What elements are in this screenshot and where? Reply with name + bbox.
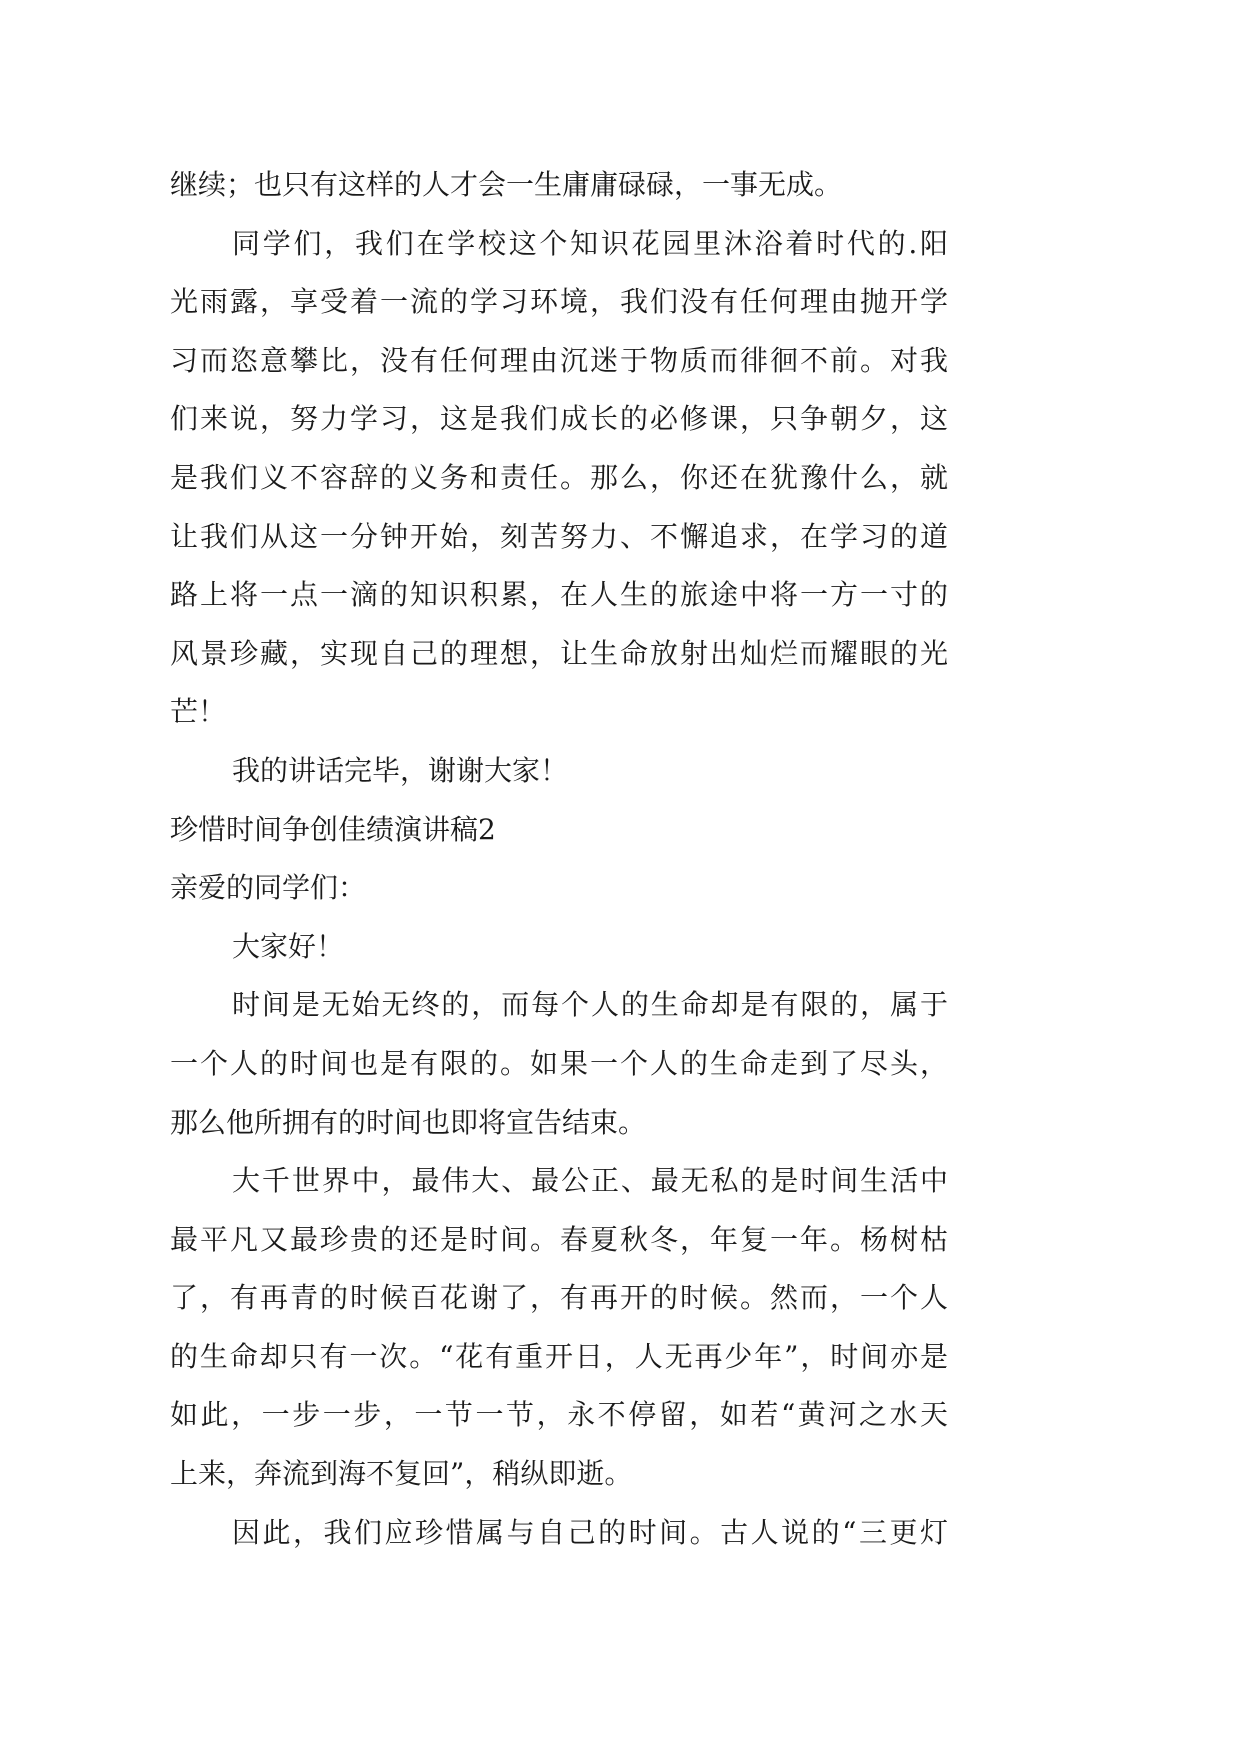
text-line: 如此，一步一步，一节一节，永不停留，如若“黄河之水天 (170, 1398, 948, 1432)
text-line: 们来说，努力学习，这是我们成长的必修课，只争朝夕，这 (170, 402, 948, 436)
paragraph-first-line: 时间是无始无终的，而每个人的生命却是有限的，属于 (232, 988, 948, 1022)
text-line: 上来，奔流到海不复回”，稍纵即逝。 (170, 1457, 633, 1491)
salutation: 亲爱的同学们： (170, 871, 367, 905)
text-line: 习而恣意攀比，没有任何理由沉迷于物质而徘徊不前。对我 (170, 343, 948, 377)
document-body (170, 156, 948, 1562)
text-line: 是我们义不容辞的义务和责任。那么，你还在犹豫什么，就 (170, 460, 948, 494)
text-line: 那么他所拥有的时间也即将宣告结束。 (170, 1105, 647, 1139)
text-line: 路上将一点一滴的知识积累，在人生的旅途中将一方一寸的 (170, 578, 948, 612)
text-line: 一个人的时间也是有限的。如果一个人的生命走到了尽头， (170, 1046, 948, 1080)
document-heading: 珍惜时间争创佳绩演讲稿2 (170, 812, 496, 846)
paragraph-first-line: 因此，我们应珍惜属与自己的时间。古人说的“三更灯 (232, 1515, 948, 1549)
text-line: 芒！ (170, 695, 227, 729)
text-line: 的生命却只有一次。“花有重开日，人无再少年”，时间亦是 (170, 1339, 948, 1373)
paragraph-first-line: 同学们，我们在学校这个知识花园里沐浴着时代的.阳 (232, 226, 948, 260)
text-line: 了，有再青的时候百花谢了，有再开的时候。然而，一个人 (170, 1281, 948, 1315)
text-line: 光雨露，享受着一流的学习环境，我们没有任何理由抛开学 (170, 285, 948, 319)
text-line: 继续；也只有这样的人才会一生庸庸碌碌，一事无成。 (170, 168, 843, 201)
text-line: 风景珍藏，实现自己的理想，让生命放射出灿烂而耀眼的光 (170, 636, 948, 670)
closing-remark: 我的讲话完毕，谢谢大家！ (232, 753, 569, 787)
paragraph-first-line: 大千世界中，最伟大、最公正、最无私的是时间生活中 (232, 1164, 948, 1198)
text-line: 让我们从这一分钟开始，刻苦努力、不懈追求，在学习的道 (170, 519, 948, 553)
text-line: 最平凡又最珍贵的还是时间。春夏秋冬，年复一年。杨树枯 (170, 1222, 948, 1256)
greeting: 大家好！ (232, 929, 345, 963)
